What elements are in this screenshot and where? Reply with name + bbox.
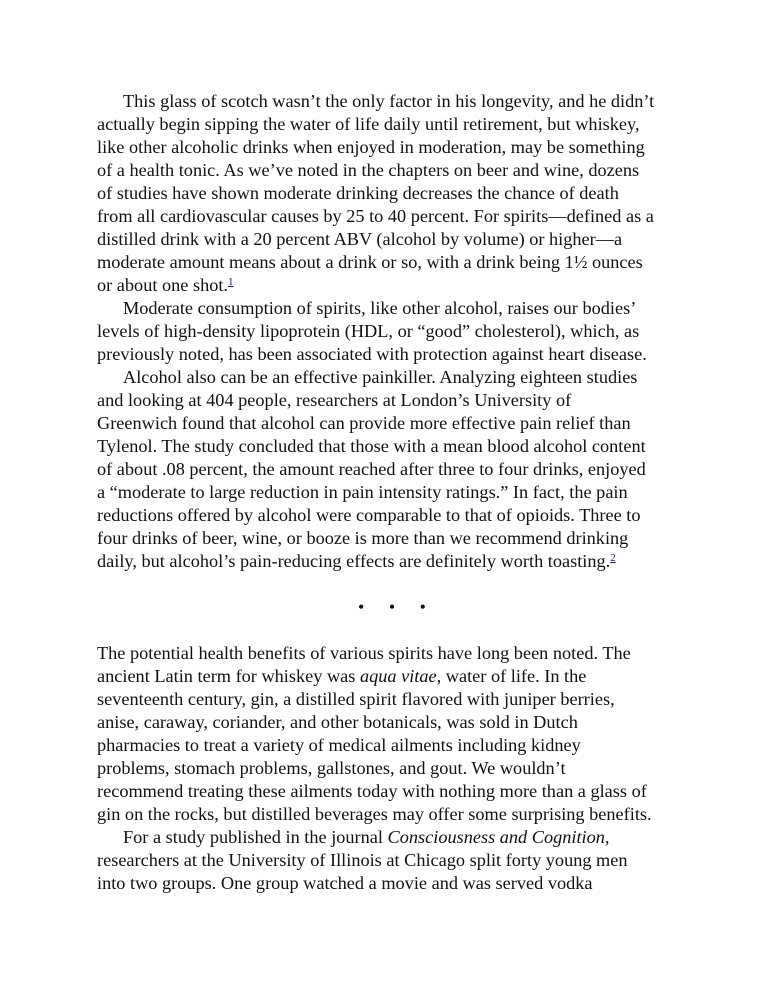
- text-line: researchers at the University of Illinois at Chicago split forty young men: [97, 850, 628, 870]
- text-line: [97, 826, 687, 849]
- footnote-ref: [228, 276, 234, 288]
- text-line: This glass of scotch wasn’t the only factor in his longevity, and he didn’t: [123, 91, 655, 111]
- paragraph-hdl: [97, 297, 687, 366]
- text-line-content: or about one shot.: [97, 275, 228, 295]
- text-segment: ancient Latin term for whiskey was: [97, 666, 360, 686]
- text-line: of studies have shown moderate drinking decreases the chance of death: [97, 183, 619, 203]
- text-segment: water of life. In the: [441, 666, 587, 686]
- footnote-link-2[interactable]: 2: [610, 552, 616, 564]
- text-line: Tylenol. The study concluded that those with a mean blood alcohol content: [97, 436, 646, 456]
- text-segment: For a study published in the journal: [123, 827, 388, 847]
- paragraph-longevity: [97, 90, 687, 297]
- footnote-link-1[interactable]: 1: [228, 276, 234, 288]
- text-line: seventeenth century, gin, a distilled spirit flavored with juniper berries,: [97, 689, 615, 709]
- text-line: anise, caraway, coriander, and other botanicals, was sold in Dutch: [97, 712, 578, 732]
- journal-title: Consciousness and Cognition,: [387, 827, 610, 847]
- text-line: a “moderate to large reduction in pain intensity ratings.” In fact, the pain: [97, 482, 628, 502]
- text-line: Alcohol also can be an effective painkiller. Analyzing eighteen studies: [123, 367, 638, 387]
- text-line: Greenwich found that alcohol can provide more effective pain relief than: [97, 413, 631, 433]
- latin-term: aqua vitae,: [359, 666, 442, 686]
- text-line: and looking at 404 people, researchers at London’s University of: [97, 390, 572, 410]
- text-line: from all cardiovascular causes by 25 to 40 percent. For spirits—defined as a: [97, 206, 654, 226]
- text-line: [97, 550, 687, 573]
- text-line: like other alcoholic drinks when enjoyed in moderation, may be something: [97, 137, 645, 157]
- text-line: reductions offered by alcohol were comparable to that of opioids. Three to: [97, 505, 641, 525]
- text-line: of about .08 percent, the amount reached after three to four drinks, enjoyed: [97, 459, 646, 479]
- paragraph-vodka-study: [97, 826, 687, 895]
- text-line-content: daily, but alcohol’s pain-reducing effects are definitely worth toasting.: [97, 551, 611, 571]
- text-line: actually begin sipping the water of life daily until retirement, but whiskey,: [97, 114, 640, 134]
- text-line: gin on the rocks, but distilled beverages may offer some surprising benefits.: [97, 804, 652, 824]
- text-line: distilled drink with a 20 percent ABV (alcohol by volume) or higher—a: [97, 229, 623, 249]
- text-line: into two groups. One group watched a movie and was served vodka: [97, 873, 593, 893]
- text-line: recommend treating these ailments today with nothing more than a glass of: [97, 781, 647, 801]
- text-line: four drinks of beer, wine, or booze is more than we recommend drinking: [97, 528, 629, 548]
- paragraph-painkiller: [97, 366, 687, 573]
- footnote-ref: [610, 552, 616, 564]
- text-line: pharmacies to treat a variety of medical ailments including kidney: [97, 735, 581, 755]
- text-line: levels of high-density lipoprotein (HDL, or “good” cholesterol), which, as: [97, 321, 640, 341]
- text-line: moderate amount means about a drink or so, with a drink being 1½ ounces: [97, 252, 643, 272]
- text-line: The potential health benefits of various spirits have long been noted. The: [97, 643, 631, 663]
- document-page: [97, 90, 687, 895]
- text-line: [97, 665, 687, 688]
- paragraph-spirits-history: [97, 642, 687, 826]
- text-line: [97, 274, 687, 297]
- text-line: of a health tonic. As we’ve noted in the chapters on beer and wine, dozens: [97, 160, 640, 180]
- text-line: problems, stomach problems, gallstones, and gout. We wouldn’t: [97, 758, 566, 778]
- text-line: previously noted, has been associated with protection against heart disease.: [97, 344, 647, 364]
- text-line: Moderate consumption of spirits, like other alcohol, raises our bodies’: [123, 298, 637, 318]
- section-break: • • •: [358, 597, 436, 617]
